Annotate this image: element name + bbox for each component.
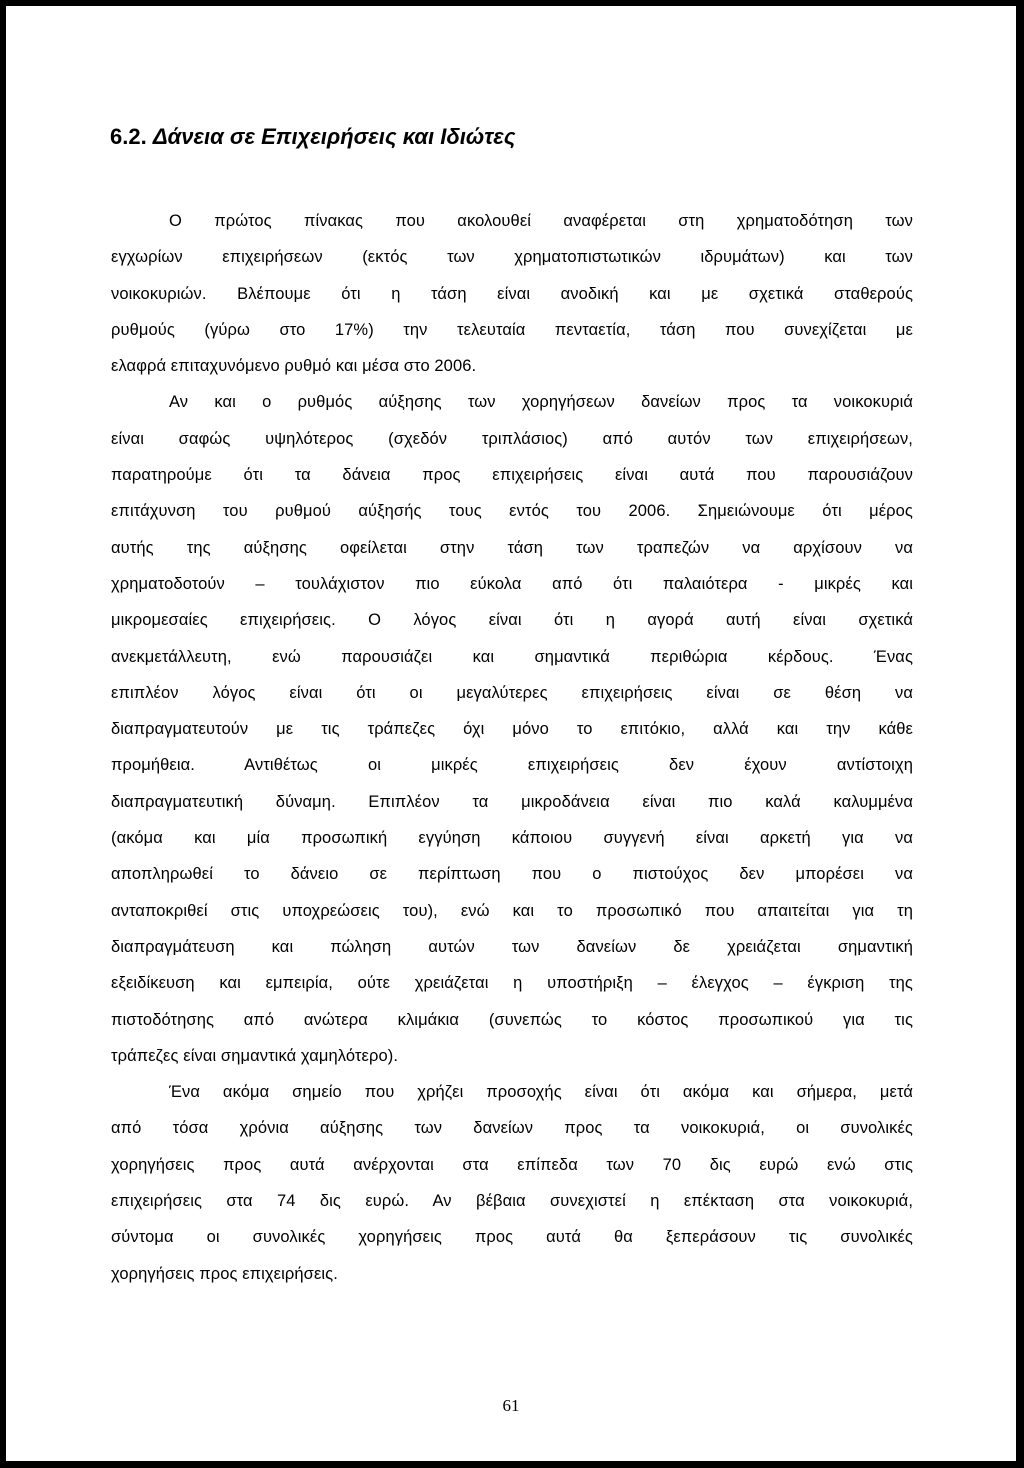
section-title: Δάνεια σε Επιχειρήσεις και Ιδιώτες bbox=[152, 124, 516, 149]
text-line: από τόσα χρόνια αύξησης των δανείων προς τα νοικοκυριά, οι συνολικές bbox=[111, 1119, 913, 1138]
text-line: επιπλέον λόγος είναι ότι οι μεγαλύτερες επιχειρήσεις είναι σε θέση να bbox=[111, 683, 913, 702]
text-line: Αν και ο ρυθμός αύξησης των χορηγήσεων δανείων προς τα νοικοκυριά bbox=[169, 393, 913, 412]
text-line: παρατηρούμε ότι τα δάνεια προς επιχειρήσεις είναι αυτά που παρουσιάζουν bbox=[111, 466, 913, 485]
text-line: διαπραγμάτευση και πώληση αυτών των δανείων δε χρειάζεται σημαντική bbox=[111, 937, 913, 956]
text-line: ρυθμούς (γύρω στο 17%) την τελευταία πενταετία, τάση που συνεχίζεται με bbox=[111, 320, 913, 339]
text-line: σύντομα οι συνολικές χορηγήσεις προς αυτά θα ξεπεράσουν τις συνολικές bbox=[111, 1228, 913, 1247]
text-line: Ο πρώτος πίνακας που ακολουθεί αναφέρεται στη χρηματοδότηση των bbox=[169, 212, 913, 230]
text-line: αυτής της αύξησης οφείλεται στην τάση των τραπεζών να αρχίσουν να bbox=[111, 538, 913, 557]
text-line: εξειδίκευση και εμπειρία, ούτε χρειάζεται η υποστήριξη – έλεγχος – έγκριση της bbox=[111, 974, 913, 993]
text-line: Ένα ακόμα σημείο που χρήζει προσοχής είναι ότι ακόμα και σήμερα, μετά bbox=[169, 1083, 913, 1102]
page-number: 61 bbox=[502, 1396, 520, 1415]
section-number: 6.2. bbox=[110, 124, 147, 149]
text-line: ανεκμετάλλευτη, ενώ παρουσιάζει και σημαντικά περιθώρια κέρδους. Ένας bbox=[111, 647, 913, 666]
body-text bbox=[111, 203, 913, 1292]
text-line: χορηγήσεις προς αυτά ανέρχονται στα επίπεδα των 70 δις ευρώ ενώ στις bbox=[111, 1155, 913, 1174]
text-line: διαπραγματευτούν με τις τράπεζες όχι μόνο το επιτόκιο, αλλά και την κάθε bbox=[111, 720, 913, 739]
text-line: χρηματοδοτούν – τουλάχιστον πιο εύκολα από ότι παλαιότερα - μικρές και bbox=[111, 574, 913, 593]
text-line: τράπεζες είναι σημαντικά χαμηλότερο). bbox=[111, 1046, 399, 1065]
section-heading bbox=[110, 124, 515, 150]
text-line: επιχειρήσεις στα 74 δις ευρώ. Αν βέβαια συνεχιστεί η επέκταση στα νοικοκυριά, bbox=[111, 1192, 913, 1211]
text-line: νοικοκυριών. Βλέπουμε ότι η τάση είναι ανοδική και με σχετικά σταθερούς bbox=[111, 284, 913, 303]
text-line: ελαφρά επιταχυνόμενο ρυθμό και μέσα στο 2006. bbox=[111, 357, 477, 376]
text-line: επιτάχυνση του ρυθμού αύξησής τους εντός του 2006. Σημειώνουμε ότι μέρος bbox=[111, 502, 913, 521]
text-line: (ακόμα και μία προσωπική εγγύηση κάποιου συγγενή είναι αρκετή για να bbox=[111, 829, 913, 848]
text-line: διαπραγματευτική δύναμη. Επιπλέον τα μικροδάνεια είναι πιο καλά καλυμμένα bbox=[111, 792, 913, 811]
text-line: ανταποκριθεί στις υποχρεώσεις του), ενώ και το προσωπικό που απαιτείται για τη bbox=[111, 901, 913, 920]
text-line: προμήθεια. Αντιθέτως οι μικρές επιχειρήσεις δεν έχουν αντίστοιχη bbox=[111, 756, 913, 775]
text-line: αποπληρωθεί το δάνειο σε περίπτωση που ο πιστούχος δεν μπορέσει να bbox=[111, 865, 913, 884]
text-line: εγχωρίων επιχειρήσεων (εκτός των χρηματοπιστωτικών ιδρυμάτων) και των bbox=[111, 248, 913, 267]
text-line: πιστοδότησης από ανώτερα κλιμάκια (συνεπώς το κόστος προσωπικού για τις bbox=[111, 1010, 913, 1029]
text-line: χορηγήσεις προς επιχειρήσεις. bbox=[111, 1264, 338, 1283]
document-page bbox=[6, 6, 1016, 1461]
text-line: μικρομεσαίες επιχειρήσεις. Ο λόγος είναι ότι η αγορά αυτή είναι σχετικά bbox=[111, 611, 913, 630]
text-line: είναι σαφώς υψηλότερος (σχεδόν τριπλάσιος) από αυτόν των επιχειρήσεων, bbox=[111, 429, 913, 448]
